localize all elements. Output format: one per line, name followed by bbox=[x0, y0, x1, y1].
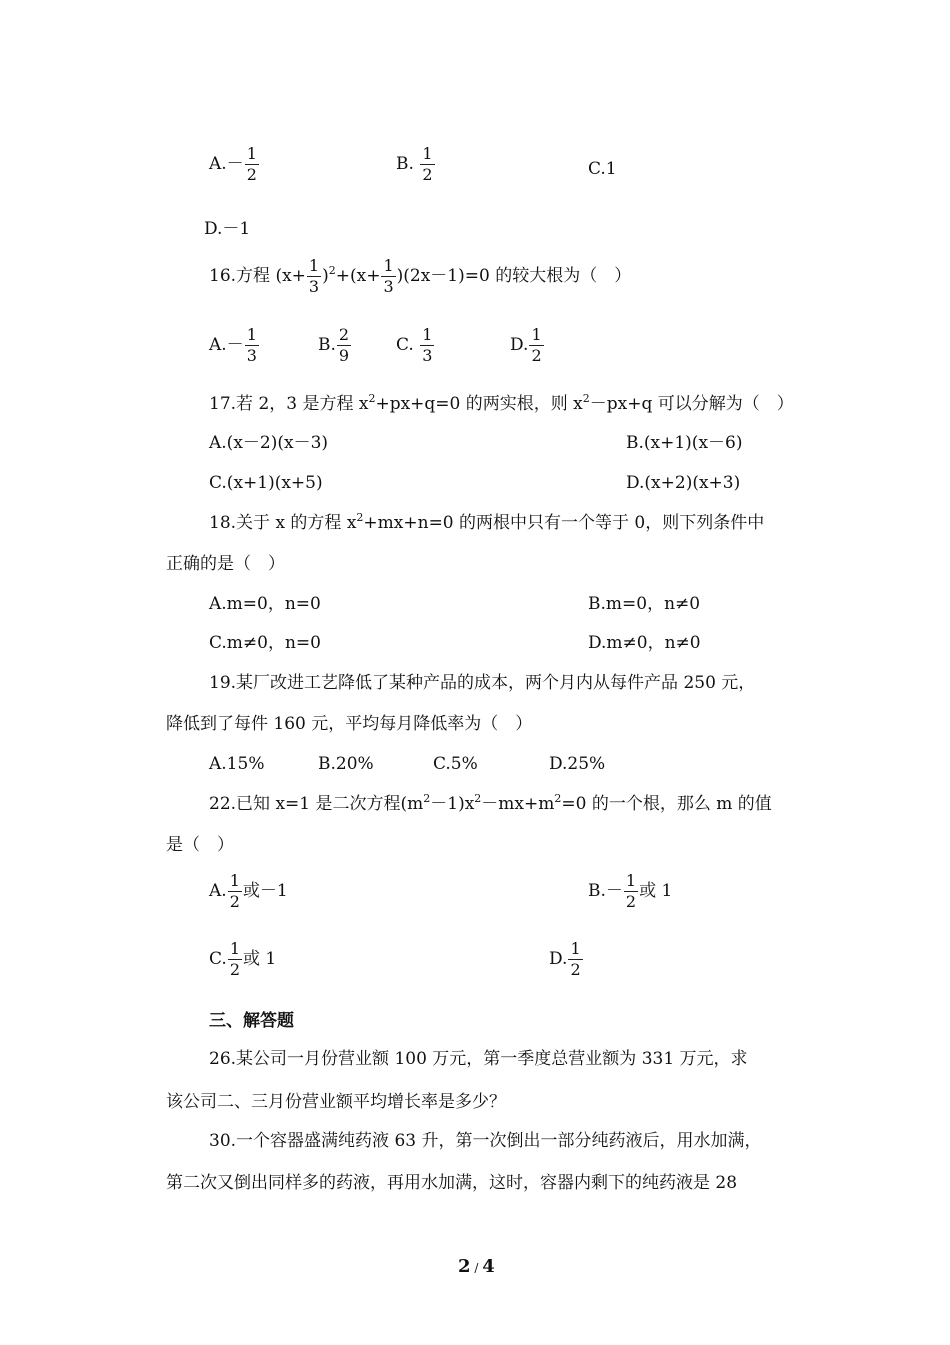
q26-question: 26.某公司一月份营业额 100 万元，第一季度总营业额为 331 万元，求 bbox=[209, 1049, 748, 1069]
q16-option-b: B. $\frac{2}{9}$ bbox=[318, 325, 350, 365]
q19-question-line2: 降低到了每件 160 元，平均每月降低率为（ ） bbox=[166, 714, 533, 734]
q18-question-line2: 正确的是（ ） bbox=[166, 554, 285, 574]
section-heading: 三、解答题 bbox=[209, 1011, 294, 1031]
q19-option-b: B.20% bbox=[318, 754, 374, 774]
q17-question: 17.若 2，3 是方程 $x^2+px+q=0$ 的两实根，则 $x^2-px+q$ 可以分解为（ ） bbox=[209, 392, 794, 414]
q18-option-d: D.m≠0，n≠0 bbox=[588, 633, 701, 653]
q15-option-d: D.－1 bbox=[204, 219, 251, 239]
fraction: $\frac{1}{2}$ bbox=[570, 939, 581, 979]
q17-option-b: B.(x+1)(x－6) bbox=[626, 433, 743, 453]
q15-option-a: A.－ $\frac{1}{2}$ bbox=[209, 144, 257, 184]
q19-option-d: D.25% bbox=[549, 754, 606, 774]
fraction: $\frac{1}{2}$ bbox=[625, 871, 637, 911]
fraction: $\frac{1}{2}$ bbox=[531, 325, 542, 365]
q18-option-b: B.m=0，n≠0 bbox=[588, 594, 701, 614]
q22-option-c: C. $\frac{1}{2}$ 或 1 bbox=[209, 939, 277, 979]
q26-question-line2: 该公司二、三月份营业额平均增长率是多少？ bbox=[166, 1092, 506, 1112]
q18-option-a: A.m=0，n=0 bbox=[209, 594, 321, 614]
q16-option-d: D. $\frac{1}{2}$ bbox=[510, 325, 542, 365]
q19-question: 19.某厂改进工艺降低了某种产品的成本，两个月内从每件产品 250 元， bbox=[209, 673, 756, 693]
fraction: $\frac{1}{2}$ bbox=[229, 939, 240, 979]
q22-option-b: B.－ $\frac{1}{2}$ 或 1 bbox=[588, 871, 673, 911]
q22-question: 22.已知 x=1 是二次方程$(m^2-1)x^2-mx+m^2=0$ 的一个根，那么 m 的值 bbox=[209, 792, 772, 814]
q16-option-c: C. $\frac{1}{3}$ bbox=[396, 325, 433, 365]
fraction: $\frac{2}{9}$ bbox=[338, 325, 350, 365]
fraction: $\frac{1}{3}$ bbox=[383, 256, 394, 296]
q17-option-a: A.(x－2)(x－3) bbox=[209, 433, 329, 453]
q18-question: 18.关于 x 的方程 $x^2+mx+n=0$ 的两根中只有一个等于 0，则下列条件中 bbox=[209, 511, 765, 533]
page-number: 2 / 4 bbox=[458, 1256, 495, 1277]
q18-option-c: C.m≠0，n=0 bbox=[209, 633, 321, 653]
fraction: $\frac{1}{3}$ bbox=[246, 325, 257, 365]
fraction: $\frac{1}{3}$ bbox=[308, 256, 320, 296]
q15-option-b: B. $\frac{1}{2}$ bbox=[396, 144, 433, 184]
q22-option-d: D. $\frac{1}{2}$ bbox=[549, 939, 581, 979]
q17-option-c: C.(x+1)(x+5) bbox=[209, 473, 323, 493]
q15-option-c: C.1 bbox=[588, 159, 617, 179]
fraction: $\frac{1}{2}$ bbox=[422, 144, 433, 184]
q19-option-a: A.15% bbox=[209, 754, 265, 774]
q16-question: 16.方程 (x+ $\frac{1}{3}$ )$^2$+(x+ $\frac{1}{3}$ )(2x－1)=0 的较大根为（ ） bbox=[209, 256, 632, 296]
q17-option-d: D.(x+2)(x+3) bbox=[626, 473, 741, 493]
q30-question-line2: 第二次又倒出同样多的药液，再用水加满，这时，容器内剩下的纯药液是 28 bbox=[166, 1173, 738, 1193]
fraction: $\frac{1}{2}$ bbox=[229, 871, 240, 911]
fraction: $\frac{1}{3}$ bbox=[422, 325, 433, 365]
q22-question-line2: 是（ ） bbox=[166, 835, 234, 855]
q22-option-a: A. $\frac{1}{2}$ 或－1 bbox=[209, 871, 288, 911]
q30-question: 30.一个容器盛满纯药液 63 升，第一次倒出一部分纯药液后，用水加满， bbox=[209, 1131, 762, 1151]
q16-option-a: A.－ $\frac{1}{3}$ bbox=[209, 325, 257, 365]
q19-option-c: C.5% bbox=[433, 754, 478, 774]
fraction: $\frac{1}{2}$ bbox=[246, 144, 257, 184]
